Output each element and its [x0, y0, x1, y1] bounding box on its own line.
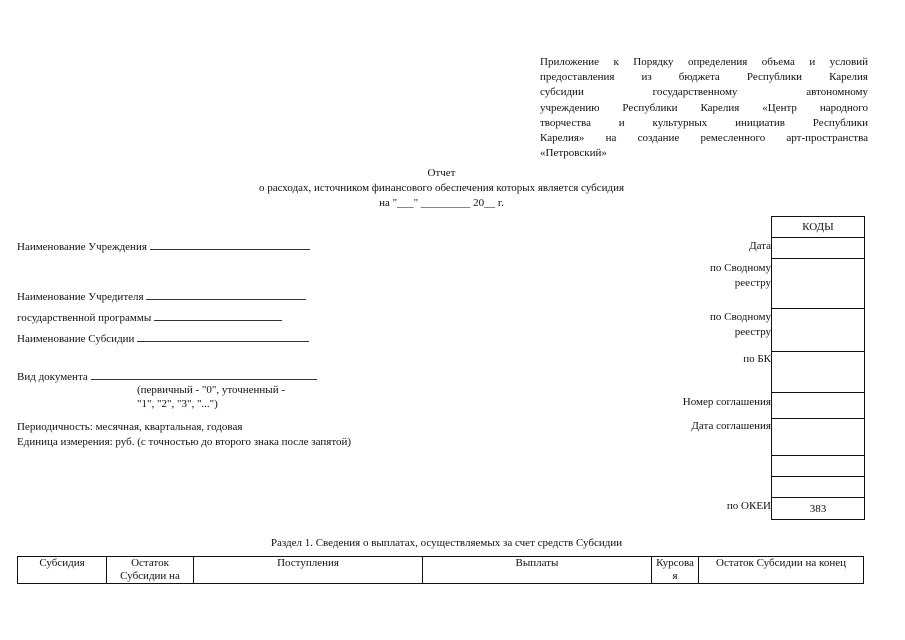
periodicity-text: Периодичность: месячная, квартальная, годовая	[17, 421, 243, 433]
code-cell-okei: 383	[772, 498, 865, 520]
appendix-line: Карелия» на создание ремесленного арт-пространства	[540, 132, 868, 145]
agreement-number-label: Номер соглашения	[682, 396, 771, 408]
founder-label: Наименование Учредителя	[17, 291, 144, 303]
doc-type-input-line[interactable]	[91, 370, 317, 380]
doc-type-field	[17, 370, 317, 383]
appendix-note	[540, 55, 868, 161]
table-header-row	[18, 557, 864, 584]
doc-type-note: "1", "2", "3", "...")	[137, 398, 218, 410]
subsidy-field	[17, 332, 309, 345]
code-cell-empty[interactable]	[772, 456, 865, 477]
section1-table	[17, 556, 864, 584]
code-cell-bk[interactable]	[772, 352, 865, 393]
program-label: государственной программы	[17, 312, 152, 324]
date-label: Дата	[749, 240, 771, 252]
okei-label: по ОКЕИ	[726, 500, 771, 512]
section1-title: Раздел 1. Сведения о выплатах, осуществляемых за счет средств Субсидии	[270, 537, 623, 549]
institution-input-line[interactable]	[150, 240, 310, 250]
founder-field	[17, 290, 306, 303]
appendix-line: «Петровский»	[540, 147, 607, 160]
appendix-line: Приложение к Порядку определения объема и условий	[540, 56, 868, 68]
code-cell-agreement-number[interactable]	[772, 393, 865, 419]
report-subtitle: о расходах, источником финансового обеспечения которых является субсидия	[258, 182, 625, 194]
appendix-line: предоставления из бюджета Республики Карелия	[540, 71, 868, 84]
column-header: Субсидия	[18, 557, 107, 584]
subsidy-label: Наименование Субсидии	[17, 333, 135, 345]
code-cell-registry[interactable]	[772, 309, 865, 352]
registry-label-line: реестру	[734, 277, 771, 289]
code-cell-empty[interactable]	[772, 477, 865, 498]
founder-input-line[interactable]	[146, 290, 306, 300]
code-cell-date[interactable]	[772, 238, 865, 259]
registry-label-line: по Сводному	[709, 262, 771, 274]
code-cell-agreement-date[interactable]	[772, 419, 865, 456]
column-header: Курсова я	[652, 557, 699, 584]
institution-label: Наименование Учреждения	[17, 241, 147, 253]
subsidy-input-line[interactable]	[137, 332, 309, 342]
registry-label	[710, 310, 771, 340]
report-title: Отчет	[427, 167, 456, 179]
code-cell-registry[interactable]	[772, 259, 865, 309]
doc-type-note: (первичный - "0", уточненный -	[137, 384, 285, 396]
program-field	[17, 311, 282, 324]
column-header: Остаток Субсидии на	[107, 557, 194, 584]
column-header: Выплаты	[423, 557, 652, 584]
column-header: Остаток Субсидии на конец	[699, 557, 864, 584]
appendix-line: субсидии государственному автономному	[540, 86, 868, 99]
registry-label-line: по Сводному	[709, 311, 771, 323]
registry-label-line: реестру	[734, 326, 771, 338]
doc-type-label: Вид документа	[17, 371, 88, 383]
bk-label: по БК	[743, 353, 771, 365]
appendix-line: творчества и культурных инициатив Республики	[540, 116, 868, 129]
agreement-date-label: Дата соглашения	[691, 420, 771, 432]
registry-label	[710, 261, 771, 291]
unit-text: Единица измерения: руб. (с точностью до второго знака после запятой)	[17, 436, 352, 448]
appendix-line: учреждению Республики Карелия «Центр народного	[540, 101, 868, 114]
institution-field	[17, 240, 310, 253]
report-date-line: на "___" _________ 20__ г.	[379, 197, 504, 209]
codes-header: КОДЫ	[772, 217, 865, 238]
codes-table	[771, 216, 865, 520]
column-header: Поступления	[194, 557, 423, 584]
program-input-line[interactable]	[154, 311, 282, 321]
